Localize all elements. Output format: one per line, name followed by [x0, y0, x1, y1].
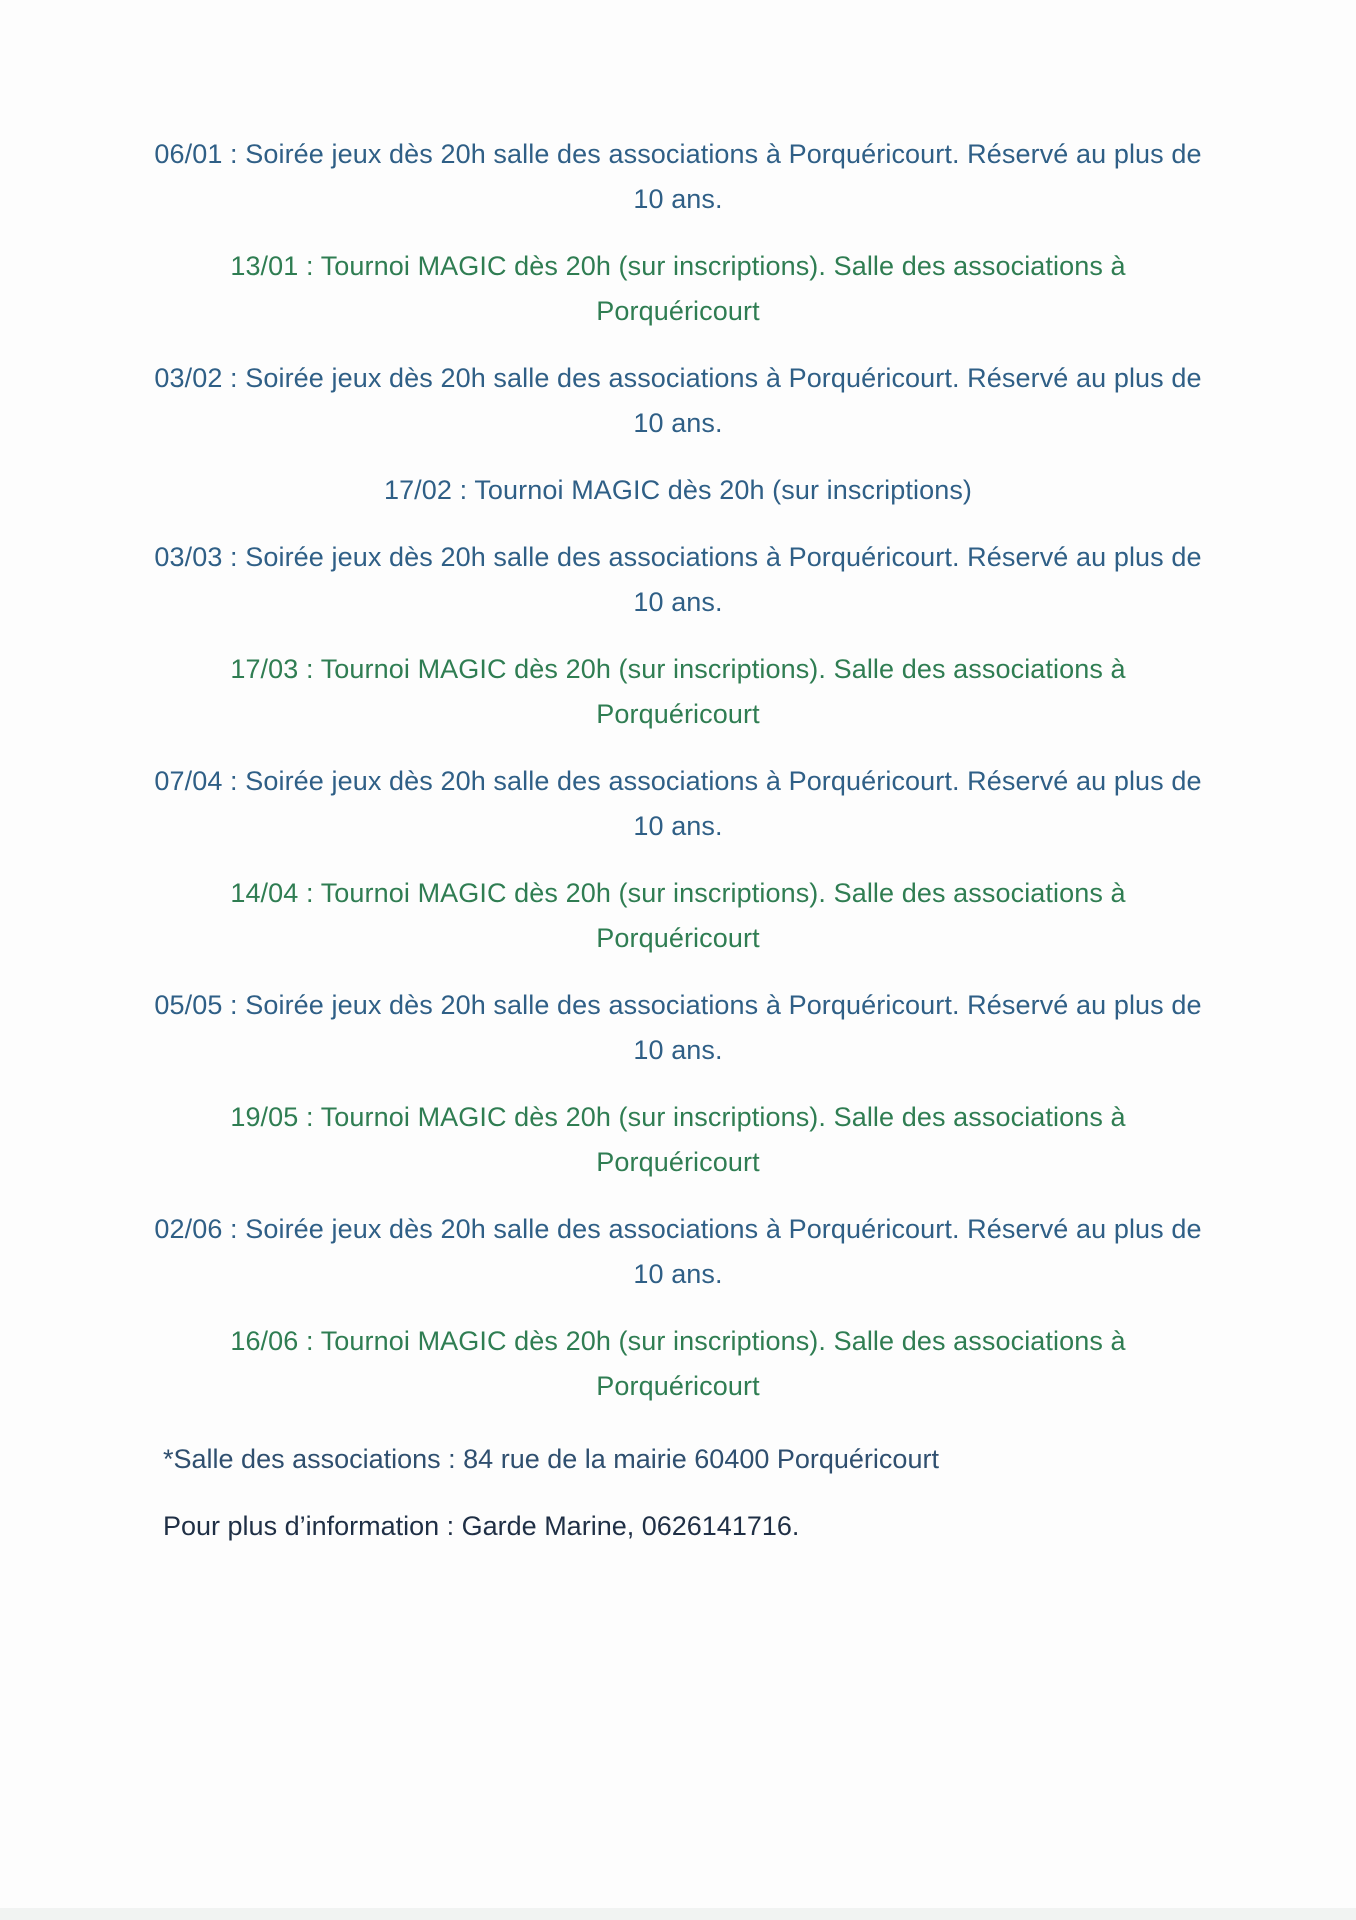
event-item: 14/04 : Tournoi MAGIC dès 20h (sur inscriptions). Salle des associations à Porquéricourt [230, 878, 1126, 953]
contact-line: Pour plus d’information : Garde Marine, 0626141716. [163, 1511, 800, 1541]
event-item: 06/01 : Soirée jeux dès 20h salle des associations à Porquéricourt. Réservé au plus de 10 ans. [154, 139, 1202, 214]
event-list [150, 132, 1206, 1431]
event-item: 05/05 : Soirée jeux dès 20h salle des associations à Porquéricourt. Réservé au plus de 10 ans. [154, 990, 1202, 1065]
event-item: 03/03 : Soirée jeux dès 20h salle des associations à Porquéricourt. Réservé au plus de 10 ans. [154, 542, 1202, 617]
event-item: 17/02 : Tournoi MAGIC dès 20h (sur inscriptions) [383, 475, 973, 505]
address-note: *Salle des associations : 84 rue de la mairie 60400 Porquéricourt [163, 1444, 939, 1474]
scan-bottom-edge [0, 1908, 1356, 1920]
event-item: 19/05 : Tournoi MAGIC dès 20h (sur inscriptions). Salle des associations à Porquéricourt [230, 1102, 1126, 1177]
event-item: 03/02 : Soirée jeux dès 20h salle des associations à Porquéricourt. Réservé au plus de 10 ans. [154, 363, 1202, 438]
footer-info [163, 1437, 1213, 1571]
event-item: 16/06 : Tournoi MAGIC dès 20h (sur inscriptions). Salle des associations à Porquéricourt [230, 1326, 1126, 1401]
event-item: 17/03 : Tournoi MAGIC dès 20h (sur inscriptions). Salle des associations à Porquéricourt [230, 654, 1126, 729]
event-item: 13/01 : Tournoi MAGIC dès 20h (sur inscriptions). Salle des associations à Porquéricourt [230, 251, 1126, 326]
event-item: 02/06 : Soirée jeux dès 20h salle des associations à Porquéricourt. Réservé au plus de 10 ans. [154, 1214, 1202, 1289]
event-item: 07/04 : Soirée jeux dès 20h salle des associations à Porquéricourt. Réservé au plus de 10 ans. [154, 766, 1202, 841]
